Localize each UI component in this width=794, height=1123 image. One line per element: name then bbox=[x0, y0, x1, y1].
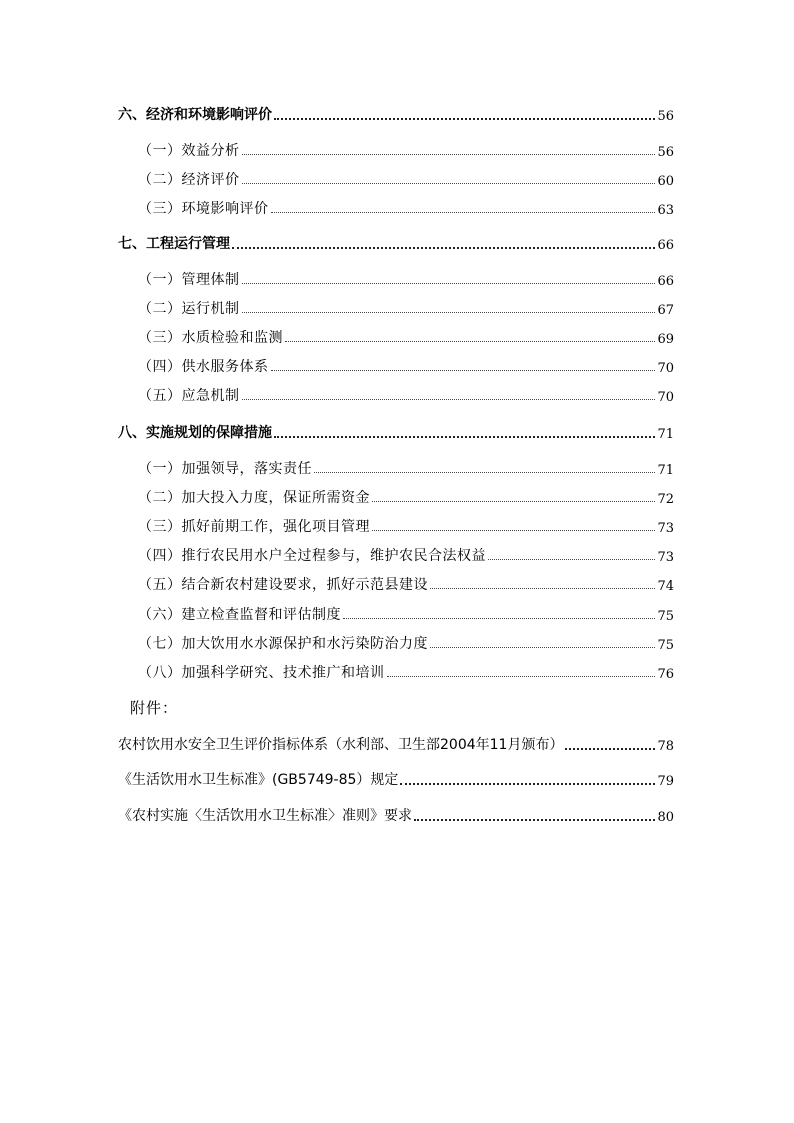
toc-section-title: 六、经济和环境影响评价 bbox=[118, 107, 272, 123]
toc-item[interactable] bbox=[138, 487, 674, 507]
toc-item-title: （一）效益分析 bbox=[138, 143, 240, 159]
toc-page-number: 75 bbox=[657, 609, 674, 624]
toc-page-number: 78 bbox=[657, 739, 674, 754]
dot-leader bbox=[372, 530, 655, 531]
toc-page-number: 73 bbox=[657, 550, 674, 565]
toc-item[interactable] bbox=[138, 327, 674, 347]
toc-appendix-item[interactable] bbox=[118, 805, 674, 825]
toc-section-8[interactable] bbox=[118, 422, 674, 442]
toc-item-title: 农村饮用水安全卫生评价指标体系（水利部、卫生部2004年11月颁布） bbox=[118, 737, 564, 753]
toc-item-title: （五）应急机制 bbox=[138, 388, 240, 404]
toc-section-title: 八、实施规划的保障措施 bbox=[118, 425, 272, 441]
toc-item-title: （六）建立检查监督和评估制度 bbox=[138, 607, 341, 623]
dot-leader bbox=[314, 472, 655, 473]
toc-item[interactable] bbox=[138, 633, 674, 653]
toc-item-title: （三）水质检验和监测 bbox=[138, 330, 283, 346]
dot-leader bbox=[343, 618, 655, 619]
toc-item[interactable] bbox=[138, 545, 674, 565]
toc-item-title: （五）结合新农村建设要求，抓好示范县建设 bbox=[138, 577, 428, 593]
toc-item[interactable] bbox=[138, 662, 674, 682]
dot-leader bbox=[285, 341, 655, 342]
dot-leader bbox=[242, 183, 656, 184]
toc-item[interactable] bbox=[138, 198, 674, 218]
toc-page-number: 66 bbox=[657, 238, 674, 253]
dot-leader bbox=[242, 283, 656, 284]
toc-page-number: 63 bbox=[657, 203, 674, 218]
toc-section-7[interactable] bbox=[118, 233, 674, 253]
toc-item-title: （三）抓好前期工作，强化项目管理 bbox=[138, 519, 370, 535]
toc-page-number: 71 bbox=[657, 427, 674, 442]
toc-item-title: （二）加大投入力度，保证所需资金 bbox=[138, 490, 370, 506]
dot-leader bbox=[271, 370, 656, 371]
dot-leader bbox=[430, 588, 655, 589]
appendix-heading: 附件： bbox=[130, 699, 179, 717]
toc-item-title: （一）加强领导，落实责任 bbox=[138, 461, 312, 477]
toc-page-number: 56 bbox=[657, 145, 674, 160]
dot-leader bbox=[242, 399, 656, 400]
dot-leader bbox=[430, 647, 655, 648]
dot-leader bbox=[242, 312, 656, 313]
toc-page-number: 80 bbox=[657, 810, 674, 825]
toc-item-title: （一）管理体制 bbox=[138, 272, 240, 288]
toc-item[interactable] bbox=[138, 604, 674, 624]
toc-page-number: 75 bbox=[657, 638, 674, 653]
toc-item-title: 《农村实施〈生活饮用水卫生标准〉准则》要求 bbox=[118, 808, 412, 824]
dot-leader bbox=[274, 118, 655, 120]
toc-item-title: （二）经济评价 bbox=[138, 172, 240, 188]
toc-page-number: 60 bbox=[657, 174, 674, 189]
toc-section-6[interactable] bbox=[118, 104, 674, 124]
toc-page-number: 76 bbox=[657, 667, 674, 682]
toc-item-title: （四）供水服务体系 bbox=[138, 359, 269, 375]
dot-leader bbox=[274, 436, 655, 438]
dot-leader bbox=[232, 247, 655, 249]
toc-item[interactable] bbox=[138, 516, 674, 536]
dot-leader bbox=[400, 783, 655, 785]
toc-item-title: （七）加大饮用水水源保护和水污染防治力度 bbox=[138, 636, 428, 652]
dot-leader bbox=[565, 748, 655, 750]
toc-item[interactable] bbox=[138, 169, 674, 189]
toc-item[interactable] bbox=[138, 140, 674, 160]
toc-item[interactable] bbox=[138, 298, 674, 318]
toc-page-number: 79 bbox=[657, 774, 674, 789]
toc-appendix-item[interactable] bbox=[118, 734, 674, 754]
toc-page-number: 71 bbox=[657, 463, 674, 478]
toc-page-number: 67 bbox=[657, 303, 674, 318]
toc-item[interactable] bbox=[138, 269, 674, 289]
dot-leader bbox=[271, 212, 656, 213]
toc-item[interactable] bbox=[138, 574, 674, 594]
toc-item-title: 《生活饮用水卫生标准》(GB5749-85）规定 bbox=[118, 772, 399, 788]
toc-item-title: （四）推行农民用水户全过程参与，维护农民合法权益 bbox=[138, 548, 486, 564]
toc-page-number: 74 bbox=[657, 579, 674, 594]
toc-item-title: （三）环境影响评价 bbox=[138, 201, 269, 217]
dot-leader bbox=[372, 501, 655, 502]
dot-leader bbox=[387, 676, 656, 677]
dot-leader bbox=[242, 154, 656, 155]
toc-page-number: 56 bbox=[657, 109, 674, 124]
toc-page-number: 72 bbox=[657, 492, 674, 507]
toc-item[interactable] bbox=[138, 356, 674, 376]
toc-page-number: 70 bbox=[657, 361, 674, 376]
toc-item[interactable] bbox=[138, 458, 674, 478]
toc-item-title: （八）加强科学研究、技术推广和培训 bbox=[138, 665, 385, 681]
toc-item[interactable] bbox=[138, 385, 674, 405]
toc-page-number: 70 bbox=[657, 390, 674, 405]
toc-page-number: 66 bbox=[657, 274, 674, 289]
toc-appendix-item[interactable] bbox=[118, 769, 674, 789]
toc-section-title: 七、工程运行管理 bbox=[118, 236, 230, 252]
dot-leader bbox=[414, 819, 655, 821]
toc-page-number: 73 bbox=[657, 521, 674, 536]
dot-leader bbox=[488, 559, 655, 560]
toc-item-title: （二）运行机制 bbox=[138, 301, 240, 317]
toc-page-number: 69 bbox=[657, 332, 674, 347]
